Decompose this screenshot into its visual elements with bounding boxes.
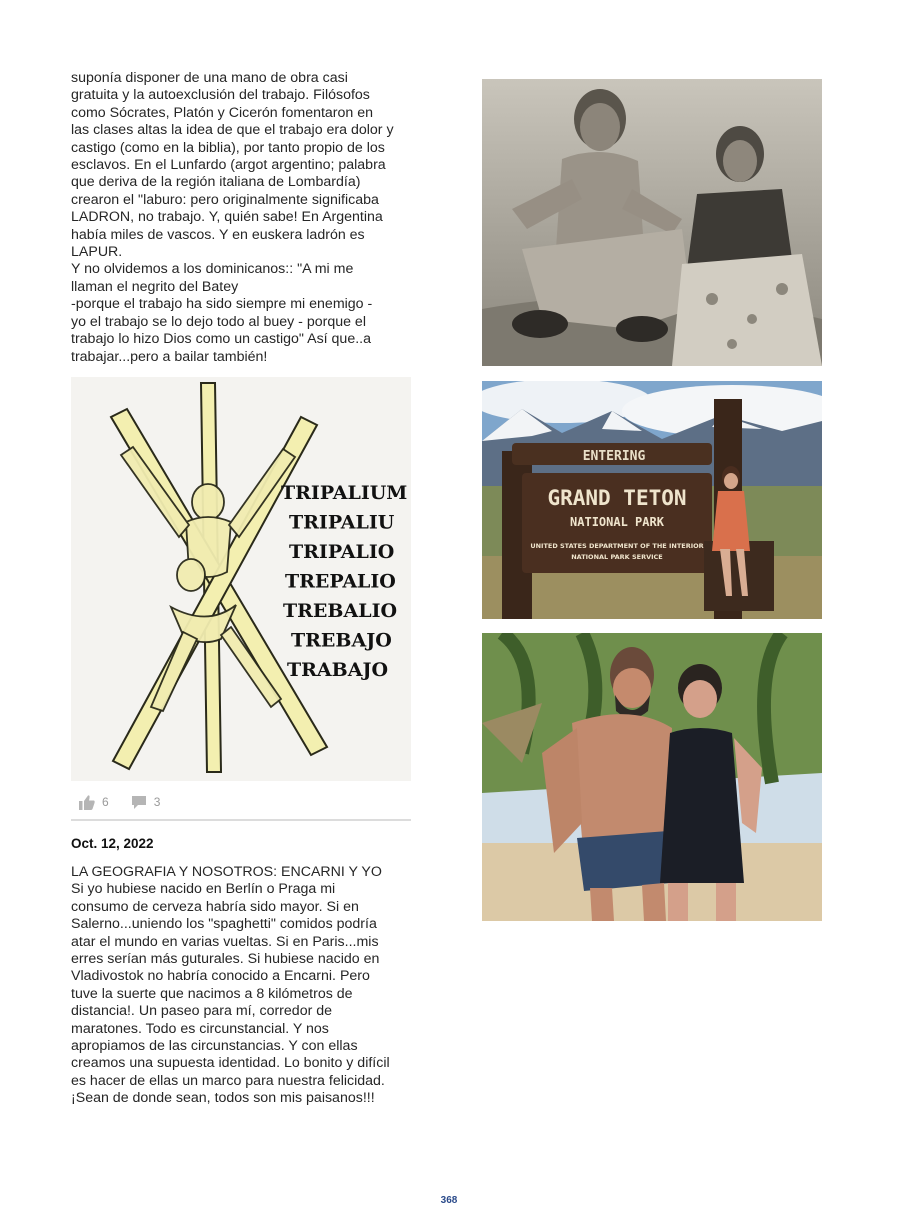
sign-dept1-text: UNITED STATES DEPARTMENT OF THE INTERIOR bbox=[530, 542, 704, 550]
figure-word: TRABAJO bbox=[287, 659, 389, 681]
intro-line: LADRON, no trabajo. Y, quién sabe! En Argentina bbox=[71, 209, 383, 226]
post-line: atar el mundo en varias vueltas. Si en Paris...mis bbox=[71, 933, 379, 950]
intro-line: crearon el "laburo: pero originalmente significaba bbox=[71, 191, 379, 208]
intro-line: LAPUR. bbox=[71, 244, 123, 261]
post-paragraph bbox=[71, 864, 416, 1108]
intro-paragraph bbox=[71, 70, 413, 366]
post-line: LA GEOGRAFIA Y NOSOTROS: ENCARNI Y YO bbox=[71, 864, 382, 880]
post-line: apropiamos de las circunstancias. Y con ellas bbox=[71, 1038, 358, 1055]
intro-line: esclavos. En el Lunfardo (argot argentino; palabra bbox=[71, 157, 386, 174]
comments-count: 3 bbox=[153, 795, 161, 809]
post-line: distancia!. Un paseo para mí, corredor de bbox=[71, 1003, 333, 1020]
tripalium-illustration bbox=[71, 377, 411, 781]
photo-beach-couple bbox=[482, 633, 822, 921]
post-line: creamos una supuesta identidad. Lo bonito y difícil bbox=[71, 1055, 390, 1072]
intro-line: gratuita y la autoexclusión del trabajo. Filósofos bbox=[71, 87, 370, 104]
sign-top-text: ENTERING bbox=[582, 449, 646, 464]
comment-icon bbox=[131, 795, 147, 810]
intro-line: trabajar...pero a bailar también! bbox=[71, 348, 268, 365]
intro-line: llaman el negrito del Batey bbox=[71, 278, 239, 295]
post-line: es hacer de ellas un marco para nuestra felicidad. bbox=[71, 1072, 385, 1089]
post-line: Salerno...uniendo los "spaghetti" comidos podría bbox=[71, 916, 377, 933]
post-line: erres serían más guturales. Si hubiese nacido en bbox=[71, 951, 380, 968]
figure-word: TRIPALIO bbox=[289, 541, 395, 563]
intro-line: había miles de vascos. Y en euskera ladrón es bbox=[71, 226, 365, 243]
photo-couple-vintage bbox=[482, 79, 822, 366]
intro-line: como Sócrates, Platón y Cicerón fomentaron en bbox=[71, 104, 374, 121]
post-stats bbox=[79, 793, 182, 811]
sign-dept2-text: NATIONAL PARK SERVICE bbox=[571, 553, 663, 561]
figure-word: TRIPALIU bbox=[289, 511, 395, 534]
post-date: Oct. 12, 2022 bbox=[71, 836, 154, 851]
figure-word: TREBALIO bbox=[283, 600, 398, 622]
likes-count: 6 bbox=[102, 795, 109, 809]
comments-stat[interactable] bbox=[131, 795, 161, 810]
likes-stat[interactable] bbox=[79, 795, 109, 810]
thumbs-up-icon bbox=[79, 795, 95, 810]
post-line: Vladivostok no habría conocido a Encarni. Pero bbox=[71, 968, 370, 985]
photo-grand-teton-sign bbox=[482, 381, 822, 619]
post-body bbox=[71, 864, 416, 1108]
sign-name-text: GRAND TETON bbox=[547, 486, 687, 510]
intro-line: -porque el trabajo ha sido siempre mi enemigo - bbox=[71, 296, 373, 313]
divider bbox=[71, 819, 411, 821]
tripalium-drawing bbox=[71, 377, 411, 781]
figure-word: TRIPALIUM bbox=[281, 482, 408, 504]
intro-line: Y no olvidemos a los dominicanos:: "A mi me bbox=[71, 261, 354, 278]
intro-line: que deriva de la región italiana de Lombardía) bbox=[71, 174, 361, 191]
post-line: tuve la suerte que nacimos a 8 kilómetros de bbox=[71, 985, 353, 1002]
post-line: ¡Sean de donde sean, todos son mis paisanos!!! bbox=[71, 1090, 375, 1107]
intro-line: trabajo lo hizo Dios como un castigo" Así que..a bbox=[71, 331, 371, 348]
intro-line: suponía disponer de una mano de obra casi bbox=[71, 70, 348, 86]
figure-word: TREPALIO bbox=[285, 570, 396, 593]
post-line: Si yo hubiese nacido en Berlín o Praga mi bbox=[71, 881, 336, 898]
intro-text bbox=[71, 70, 413, 366]
intro-line: castigo (como en la biblia), por tanto propio de los bbox=[71, 139, 385, 156]
post-line: maratones. Todo es circunstancial. Y nos bbox=[71, 1020, 329, 1037]
post-line: consumo de cerveza habría sido mayor. Si en bbox=[71, 898, 359, 915]
intro-line: las clases altas la idea de que el trabajo era dolor y bbox=[71, 122, 394, 139]
page-number: 368 bbox=[440, 1195, 458, 1206]
figure-word: TREBAJO bbox=[291, 629, 392, 652]
sign-sub-text: NATIONAL PARK bbox=[570, 515, 664, 529]
intro-line: yo el trabajo se lo dejo todo al buey - porque el bbox=[71, 313, 366, 330]
